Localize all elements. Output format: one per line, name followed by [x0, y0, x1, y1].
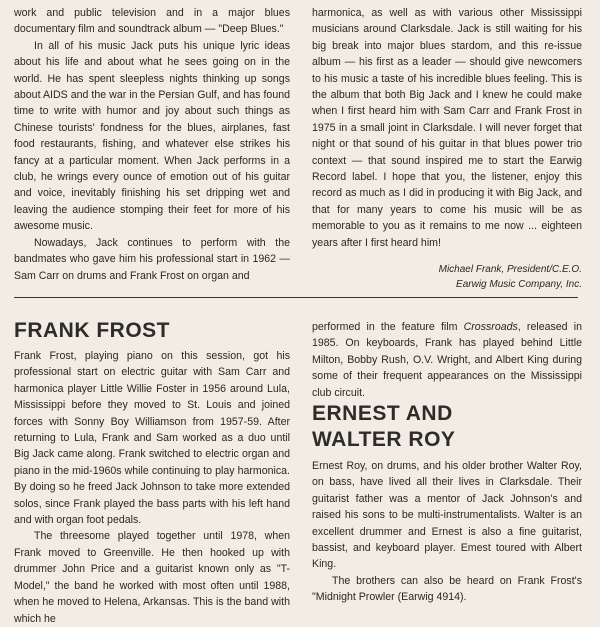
- text-run: performed in the feature film: [312, 321, 464, 333]
- paragraph: [312, 319, 582, 401]
- section-divider: [14, 297, 578, 298]
- section-heading-line2: WALTER ROY: [312, 428, 456, 451]
- roy-section: [312, 401, 582, 606]
- right-top-column: [312, 5, 582, 292]
- left-top-column: [14, 5, 290, 284]
- film-title: Crossroads: [463, 321, 518, 333]
- frank-frost-section: [14, 318, 290, 627]
- paragraph: Frank Frost, playing piano on this session, got his professional start on electric guitar with Sam Carr and harmonica player Little Willie Foster in 1956 around Lula, Mississippi before they moved to St. Louis and joined forces with Sonny Boy Williamson from 1957-59. After returning to Lula, Frank and Sam worked as a duo until Big Jack came along. Frank switched to electric organ and piano in the mid-1960s while continuing to play harmonica. By doing so he freed Jack Johnson to take more extended solos, since Frank played the bass parts with his left hand and with organ foot pedals.: [14, 350, 290, 527]
- section-heading-line1: ERNEST AND: [312, 402, 453, 425]
- paragraph: The threesome played together until 1978, when Frank moved to Greenville. He then hooked up with drummer John Price and a guitarist known only as "T-Model," the band he worked with most often until 1988, when he moved to Helena, Arkansas. This is the band with which he: [14, 530, 290, 625]
- paragraph: Ernest Roy, on drums, and his older brother Walter Roy, on bass, have lived all their lives in Clarksdale. Their guitarist father was a mentor of Jack Johnson's and raised his sons to be multi-instrumentalists. Walter is an excellent drummer and Ernest is also a fine guitarist, bassist, and keyboard player. Emest toured with Albert King.: [312, 460, 582, 571]
- paragraph: The brothers can also be heard on Frank Frost's "Midnight Prowler (Earwig 4914).: [312, 574, 582, 604]
- section-heading: FRANK FROST: [14, 319, 170, 342]
- paragraph: work and public television and in a major blues documentary film and soundtrack album — "Deep Blues.": [14, 7, 290, 36]
- paragraph: Nowadays, Jack continues to perform with the bandmates who gave him his professional start in 1962 — Sam Carr on drums and Frank Frost on organ and: [14, 236, 290, 282]
- paragraph: harmonica, as well as with various other Mississippi musicians around Clarksdale. Jack is still waiting for his big break into major blues stardom, and this re-issue album — his first as a leader — should give newcomers to his music a taste of his incredible blues feeling. This is the album that both Big Jack and I knew he could make when I first heard him with Sam Carr and Frank Frost in 1975 in a small joint in Clarksdale. I will never forget that night or that sound of his guitar in that blues power trio context — that sound inspired me to start the Earwig Record label. I hope that you, the listener, enjoy this record as much as I did in producing it with Big Jack, and that for many years to come his music will be as memorable to you as it remains to me now ... eighteen years after I first heard him!: [312, 7, 582, 249]
- signature-company: Earwig Music Company, Inc.: [456, 279, 582, 291]
- text-run: , released in 1985. On keyboards, Frank has played behind Little Milton, Bobby Rush, O.V. Wright, and Albert King during some of their frequent appearances on the Mississippi club circuit.: [312, 321, 582, 399]
- signature-name: Michael Frank, President/C.E.O.: [438, 264, 582, 276]
- paragraph: In all of his music Jack puts his unique lyric ideas about his life and about what he sees going on in the world. He has spent sleepless nights thinking up songs about AIDS and the war in the Persian Gulf, and has found time to write with humor and joy about such things as Chinese tourists' fondness for the blues, airplanes, fast food restaurants, fishing, and whatever else strikes his fancy at a particular moment. When Jack performs in a club, he wrings every ounce of emotion out of his guitar and voice, inevitably finishing his set dripping wet and leaving the audience stomping their feet for more of his awesome music.: [14, 39, 290, 233]
- right-bottom-column: [312, 319, 582, 401]
